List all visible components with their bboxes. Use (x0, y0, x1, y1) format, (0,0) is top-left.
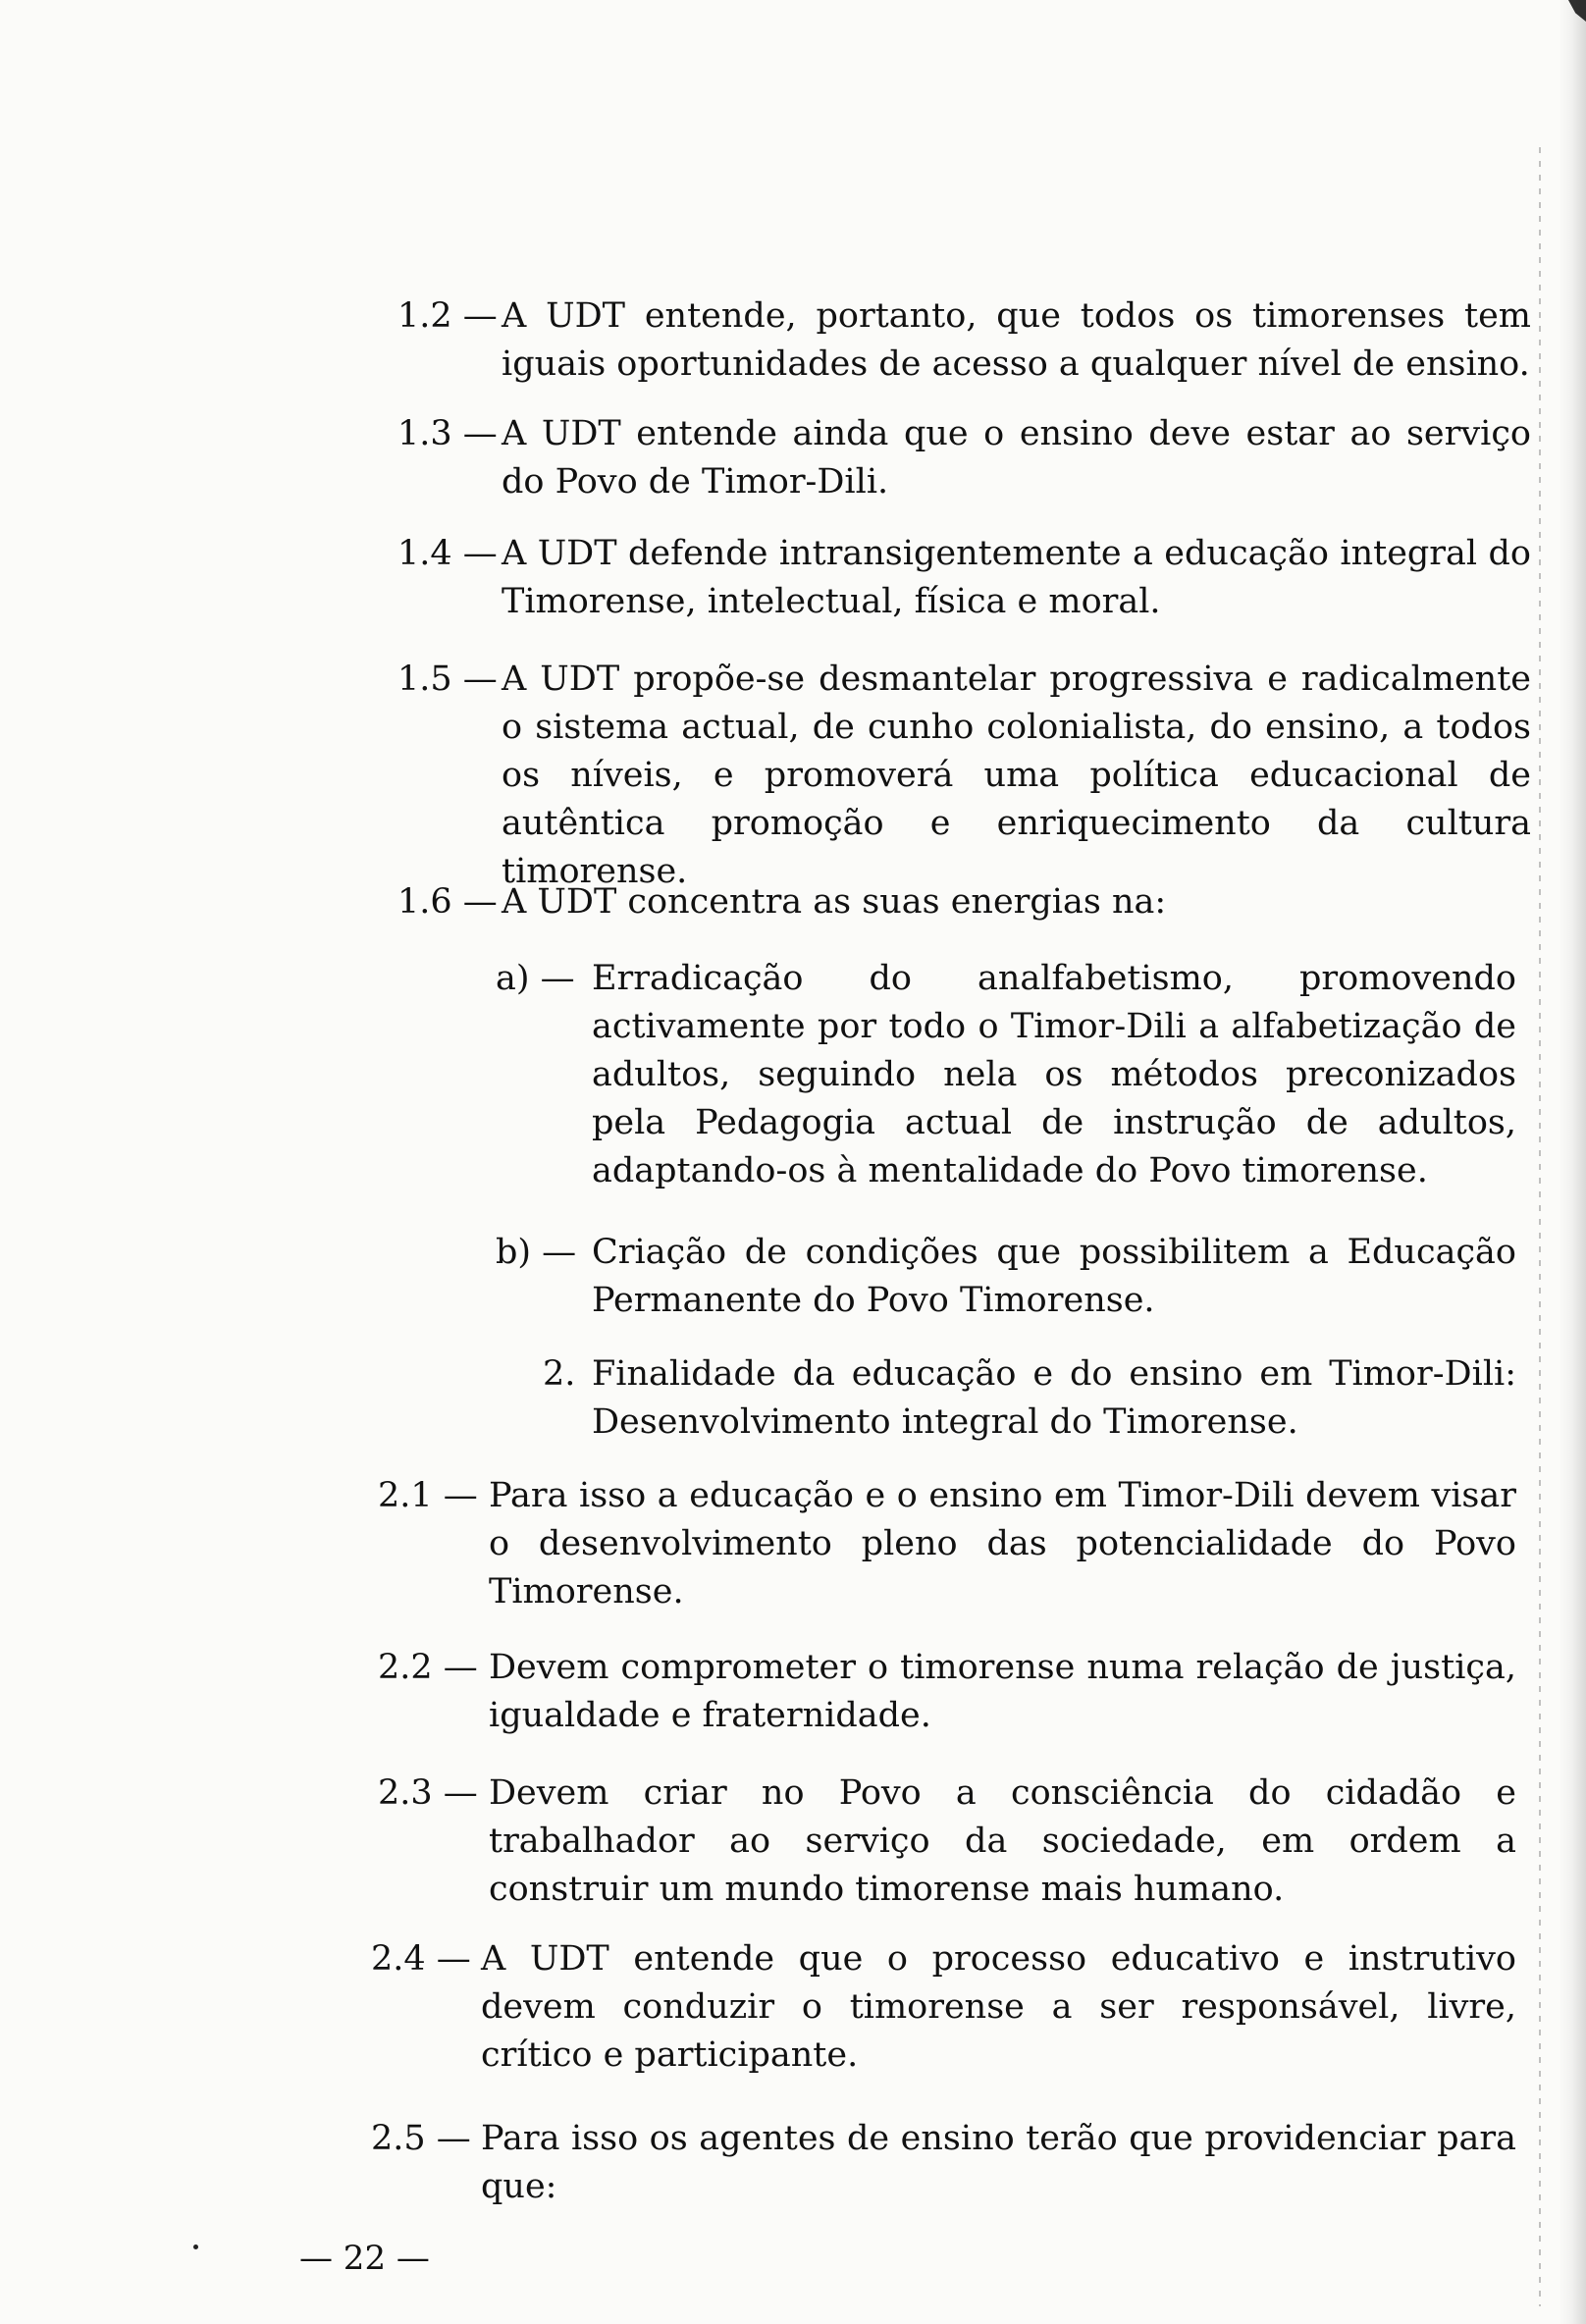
item-text: A UDT entende ainda que o ensino deve estar ao serviço do Povo de Timor-Dili. (502, 414, 1531, 502)
item-number: 1.4 — (397, 534, 498, 573)
item-text: Erradicação do analfabetismo, promovendo activamente por todo o Timor-Dili a alfabetização de adultos, seguindo nela os métodos preconizados pela Pedagogia actual de instrução de adultos, adaptando-os à mentalidade do Povo timorense. (592, 959, 1516, 1190)
item-number: 2.2 — (378, 1648, 478, 1687)
item-text: Devem comprometer o timorense numa relação de justiça, igualdade e fraternidade. (489, 1648, 1516, 1735)
item-a (496, 955, 1516, 1195)
item-number: 2.1 — (378, 1476, 478, 1515)
item-2-5 (371, 2115, 1516, 2211)
item-text: A UDT entende, portanto, que todos os timorenses tem iguais oportunidades de acesso a qualquer nível de ensino. (502, 296, 1531, 384)
item-1-4 (397, 530, 1531, 626)
item-number: 1.3 — (397, 414, 498, 453)
page-number: — 22 — (299, 2239, 430, 2278)
item-number: 2.3 — (378, 1773, 478, 1813)
item-2-2 (378, 1644, 1516, 1740)
scan-speck (193, 2245, 198, 2249)
item-text: Criação de condições que possibilitem a Educação Permanente do Povo Timorense. (592, 1233, 1516, 1320)
item-text: Para isso a educação e o ensino em Timor-Dili devem visar o desenvolvimento pleno das potencialidade do Povo Timorense. (489, 1476, 1516, 1611)
item-1-5 (397, 656, 1531, 896)
item-number: 2.4 — (371, 1939, 471, 1979)
item-number: 1.2 — (397, 296, 498, 336)
item-number: 1.6 — (397, 882, 498, 922)
item-number: 2.5 — (371, 2119, 471, 2158)
item-number: a) — (496, 959, 575, 998)
item-number: 1.5 — (397, 660, 498, 699)
item-1-2 (397, 292, 1531, 389)
item-2-1 (378, 1472, 1516, 1616)
page-binding-edge (1559, 0, 1586, 2324)
section-2-heading (543, 1350, 1516, 1447)
item-1-6 (397, 878, 1531, 926)
item-text: Finalidade da educação e do ensino em Timor-Dili: Desenvolvimento integral do Timorense. (592, 1354, 1516, 1442)
item-b (496, 1229, 1516, 1325)
item-text: A UDT entende que o processo educativo e instrutivo devem conduzir o timorense a ser responsável, livre, crítico e participante. (481, 1939, 1516, 2075)
item-number: b) — (496, 1233, 577, 1272)
item-2-3 (378, 1769, 1516, 1914)
item-text: A UDT defende intransigentemente a educação integral do Timorense, intelectual, física e moral. (502, 534, 1531, 621)
item-text: Devem criar no Povo a consciência do cidadão e trabalhador ao serviço da sociedade, em ordem a construir um mundo timorense mais humano. (489, 1773, 1516, 1909)
item-text: A UDT concentra as suas energias na: (502, 882, 1167, 922)
item-text: Para isso os agentes de ensino terão que providenciar para que: (481, 2119, 1516, 2206)
binding-line (1539, 147, 1541, 2306)
item-1-3 (397, 410, 1531, 506)
item-2-4 (371, 1935, 1516, 2080)
item-text: A UDT propõe-se desmantelar progressiva e radicalmente o sistema actual, de cunho colonialista, do ensino, a todos os níveis, e promoverá uma política educacional de autêntica promoção e enriquecimento da cultura timorense. (502, 660, 1531, 891)
item-number: 2. (543, 1354, 576, 1394)
